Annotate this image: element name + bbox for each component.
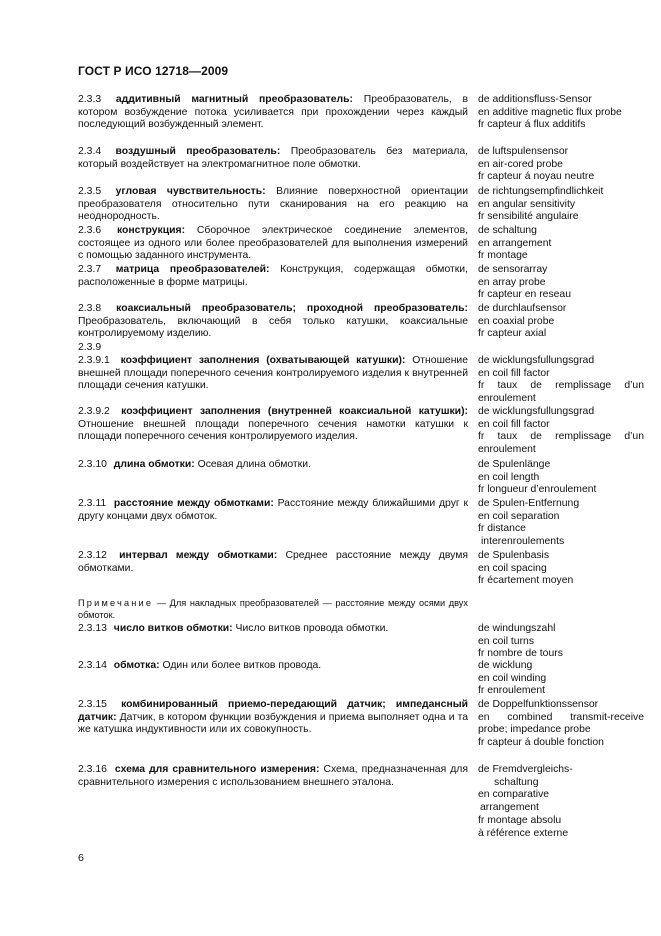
- translation-de: de richtungsempfindlichkeit: [478, 186, 604, 197]
- entry-number: 2.3.3: [78, 94, 102, 105]
- translation-fr: fr capteur en reseau: [478, 289, 571, 301]
- page-number: 6: [78, 852, 84, 864]
- entry-number: 2.3.8: [78, 303, 102, 314]
- entry-term: схема для сравнительного измерения:: [114, 764, 320, 775]
- note-block: [78, 597, 468, 621]
- translation-en: en angular sensitivity: [478, 198, 576, 210]
- entry-number: 2.3.9.2: [78, 406, 110, 417]
- translation-fr: fr capteur á noyau neutre: [478, 171, 595, 183]
- translation-de: de Spulen-Entfernung: [478, 498, 580, 509]
- entry-2-3-15: [78, 699, 468, 737]
- entry-2-3-11: [78, 498, 468, 523]
- entry-term: воздушный преобразователь:: [115, 146, 281, 157]
- translation-de: de Doppelfunktionssensor: [478, 699, 599, 710]
- translation-en: en comparative: [478, 789, 550, 801]
- entry-number: 2.3.10: [78, 459, 107, 470]
- entry-definition: Осевая длина обмотки.: [197, 459, 311, 470]
- note-label: Примечание: [78, 598, 154, 608]
- entry-2-3-7: [78, 264, 468, 289]
- translation-en: en coil separation: [478, 510, 560, 522]
- translation-de: de Spulenlänge: [478, 459, 551, 470]
- entry-definition: Схема, предназначенная для сравнительного измерения с использованием внешнего эталона.: [78, 764, 468, 788]
- translation-fr: fr enroulement: [478, 685, 545, 697]
- entry-definition: Датчик, в котором функции возбуждения и приема выполняет одна и та же катушка индуктивности или их совокупность.: [78, 711, 468, 736]
- translation-de: de schaltung: [478, 225, 537, 236]
- translations-2-3-9-2: [478, 406, 644, 457]
- entry-definition: Число витков провода обмотки.: [235, 623, 389, 634]
- translation-de: de windungszahl: [478, 623, 556, 634]
- translation-fr: fr écartement moyen: [478, 575, 574, 587]
- entry-number: 2.3.13: [78, 623, 107, 634]
- translation-en: en combined transmit-receive probe; impedance probe: [478, 711, 644, 736]
- translation-en: en coil fill factor: [478, 367, 550, 379]
- entry-number: 2.3.9.1: [78, 355, 110, 366]
- entry-term: расстояние между обмотками:: [113, 498, 274, 509]
- translation-fr-cont: à référence externe: [478, 827, 569, 839]
- entry-2-3-5: [78, 186, 468, 224]
- translations-2-3-3: [478, 94, 644, 132]
- entry-number: 2.3.9: [78, 342, 102, 353]
- translation-fr: fr nombre de tours: [478, 648, 563, 660]
- translation-en: en coaxial probe: [478, 315, 555, 327]
- translations-2-3-6: [478, 225, 644, 263]
- translations-2-3-8: [478, 303, 644, 341]
- translation-fr: fr taux de remplissage d’un enroulement: [478, 380, 644, 405]
- translation-en: en air-cored probe: [478, 158, 563, 170]
- entry-definition: Отношение внешней площади поперечного сечения контролируемого изделия к внутренней площади сечения катушки.: [78, 355, 469, 392]
- translation-fr: fr montage: [478, 250, 528, 262]
- translation-en: en additive magnetic flux probe: [478, 106, 622, 118]
- translation-de: de additionsfluss-Sensor: [478, 94, 592, 105]
- translation-de: de sensorarray: [478, 264, 548, 275]
- translation-fr: fr montage absolu: [478, 814, 562, 826]
- translation-en: en coil turns: [478, 635, 535, 647]
- entry-term: обмотка:: [113, 660, 160, 671]
- note-text: — Для накладных преобразователей — расстояние между осями двух обмоток.: [78, 598, 468, 621]
- entry-definition: Один или более витков провода.: [162, 660, 322, 671]
- translation-en: en array probe: [478, 276, 546, 288]
- translation-fr: fr capteur á double fonction: [478, 737, 604, 749]
- translation-en-cont: arrangement: [480, 802, 539, 814]
- translations-2-3-9-1: [478, 355, 644, 406]
- entry-definition: Конструкция, содержащая обмотки, расположенные в форме матрицы.: [78, 264, 468, 288]
- entry-number: 2.3.11: [78, 498, 107, 509]
- entry-term: длина обмотки:: [113, 459, 195, 470]
- translation-en: en coil length: [478, 471, 540, 483]
- entry-2-3-8: [78, 303, 468, 341]
- translations-2-3-10: [478, 459, 644, 497]
- entry-number: 2.3.12: [78, 550, 107, 561]
- entry-term: число витков обмотки:: [113, 623, 233, 634]
- translation-de: de wicklungsfullungsgrad: [478, 355, 595, 366]
- entry-definition: Расстояние между ближайшими друг к другу концами двух обмоток.: [78, 498, 468, 522]
- entry-term: интервал между обмотками:: [119, 550, 278, 561]
- translation-de: de durchlaufsensor: [478, 303, 567, 314]
- translations-2-3-15: [478, 699, 644, 750]
- entry-number: 2.3.6: [78, 225, 102, 236]
- entry-term: конструкция:: [116, 225, 186, 236]
- translations-2-3-5: [478, 186, 644, 224]
- entry-definition: Влияние поверхностной ориентации преобразователя относительно пути сканирования на его реакцию на неоднородность.: [78, 186, 468, 223]
- entry-number: 2.3.7: [78, 264, 102, 275]
- translation-fr-cont: interenroulements: [481, 536, 565, 548]
- entry-term: комбинированный приемо-передающий датчик; импедансный датчик:: [78, 699, 469, 723]
- translation-fr: fr capteur axial: [478, 328, 547, 340]
- translation-en: en coil spacing: [478, 562, 547, 574]
- translation-de: de luftspulensensor: [478, 146, 569, 157]
- translation-de: de wicklung: [478, 660, 533, 671]
- entry-2-3-16: [78, 764, 468, 789]
- translations-2-3-12: [478, 550, 644, 588]
- translation-fr: fr sensibilité angulaire: [478, 211, 579, 223]
- entry-2-3-14: [78, 660, 468, 673]
- entry-number: 2.3.5: [78, 186, 102, 197]
- translation-fr: fr longueur d’enroulement: [478, 484, 597, 496]
- entry-2-3-10: [78, 459, 468, 472]
- translation-en: en arrangement: [478, 237, 552, 249]
- translation-en: en coil fill factor: [478, 418, 550, 430]
- translations-2-3-14: [478, 660, 644, 698]
- translations-2-3-7: [478, 264, 644, 302]
- entry-definition: Преобразователь без материала, который воздействует на электромагнитное поле обмотки.: [78, 146, 468, 170]
- entry-2-3-6: [78, 225, 468, 263]
- entry-term: аддитивный магнитный преобразователь:: [115, 94, 354, 105]
- translation-de: de Fremdvergleichs-: [478, 764, 573, 775]
- translations-2-3-11: [478, 498, 644, 549]
- translations-2-3-13: [478, 623, 644, 661]
- entry-definition: Среднее расстояние между двумя обмотками.: [78, 550, 469, 574]
- translation-en: en coil winding: [478, 672, 547, 684]
- entry-2-3-12: [78, 550, 468, 575]
- entry-2-3-13: [78, 623, 468, 636]
- entry-2-3-3: [78, 94, 468, 132]
- entry-2-3-9: [78, 342, 468, 355]
- entry-number: 2.3.16: [78, 764, 107, 775]
- translation-de: de Spulenbasis: [478, 550, 550, 561]
- translation-de-cont: schaltung: [494, 776, 539, 788]
- entry-term: матрица преобразователей:: [115, 264, 270, 275]
- entry-definition: Отношение внешней площади поперечного сечения намотки катушки к площади поперечного сечения контролируемого изделия.: [78, 418, 468, 443]
- translation-de: de wicklungsfullungsgrad: [478, 406, 595, 417]
- document-header: ГОСТ Р ИСО 12718—2009: [78, 64, 229, 78]
- entry-number: 2.3.14: [78, 660, 107, 671]
- entry-definition: Преобразователь, в котором возбуждение потока усиливается при прохождении через каждый последующий возбужденный элемент.: [78, 94, 468, 131]
- entry-definition: Преобразователь, включающий в себя только катушки, коаксиальные контролируемому изделию.: [78, 315, 468, 340]
- entry-term: коаксиальный преобразователь; проходной преобразователь:: [116, 303, 469, 314]
- entry-definition: Сборочное электрическое соединение элементов, состоящее из одного или более преобразователей для выполнения измерений с помощью заданного инструмента.: [78, 225, 468, 262]
- translation-fr: fr taux de remplissage d’un enroulement: [478, 431, 644, 456]
- entry-term: коэффициент заполнения (охватывающей катушки):: [120, 355, 406, 366]
- entry-number: 2.3.4: [78, 146, 102, 157]
- entry-term: угловая чувствительность:: [115, 186, 266, 197]
- entry-2-3-4: [78, 146, 468, 171]
- entry-number: 2.3.15: [78, 699, 107, 710]
- translations-2-3-16: [478, 764, 644, 840]
- translations-2-3-4: [478, 146, 644, 184]
- translation-fr: fr distance: [478, 523, 526, 535]
- entry-2-3-9-1: [78, 355, 468, 393]
- translation-fr: fr capteur á flux additifs: [478, 119, 586, 131]
- entry-term: коэффициент заполнения (внутренней коаксиальной катушки):: [121, 406, 468, 417]
- entry-2-3-9-2: [78, 406, 468, 444]
